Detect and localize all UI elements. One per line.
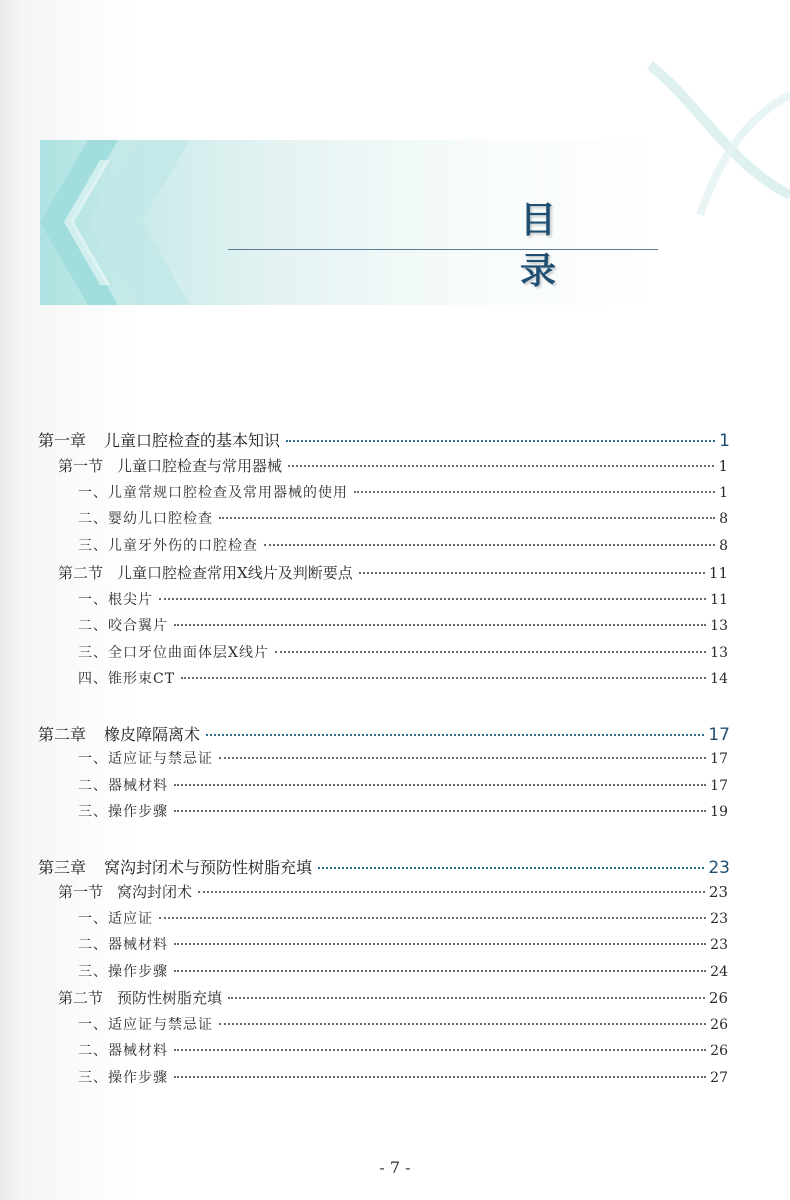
- toc-entry-title: 二、器械材料: [78, 1043, 168, 1059]
- toc-entry-title: 三、儿童牙外伤的口腔检查: [78, 538, 258, 554]
- section-label: 第二节: [58, 564, 104, 582]
- toc-entry-title: 儿童口腔检查常用X线片及判断要点: [117, 564, 353, 582]
- dot-leader: [174, 1076, 706, 1078]
- toc-entry-item[interactable]: [78, 748, 728, 768]
- toc-entry-chapter[interactable]: [38, 855, 730, 878]
- toc-entry-item[interactable]: [78, 1040, 728, 1060]
- toc-page-number: 24: [710, 964, 728, 980]
- dot-leader: [318, 867, 704, 869]
- toc-page-number: 23: [708, 883, 728, 901]
- toc-entry-title: 一、适应证: [78, 911, 153, 927]
- chapter-label: 第三章: [38, 858, 87, 877]
- toc-entry-section[interactable]: [58, 562, 728, 583]
- chapter-label: 第二章: [38, 725, 87, 744]
- toc-entry-item[interactable]: [78, 1067, 728, 1087]
- toc-page-number: 8: [719, 511, 728, 527]
- toc-entry-title: 一、适应证与禁忌证: [78, 1017, 213, 1033]
- toc-entry-title: 三、操作步骤: [78, 1070, 168, 1086]
- dot-leader: [174, 970, 706, 972]
- dot-leader: [174, 624, 706, 626]
- dot-leader: [198, 891, 705, 893]
- dot-leader: [228, 997, 705, 999]
- dot-leader: [219, 1023, 706, 1025]
- toc-page-number: 13: [710, 618, 728, 634]
- toc-entry-item[interactable]: [78, 908, 728, 928]
- toc-page-number: 19: [710, 804, 728, 820]
- toc-entry-title: 二、器械材料: [78, 937, 168, 953]
- toc-page-number: 23: [710, 937, 728, 953]
- toc-entry-item[interactable]: [78, 535, 728, 555]
- toc-entry-title: 儿童口腔检查与常用器械: [117, 457, 283, 475]
- chevron-decoration: [40, 140, 200, 305]
- toc-entry-title: 三、操作步骤: [78, 964, 168, 980]
- toc-page-number: 27: [710, 1070, 728, 1086]
- dot-leader: [286, 440, 715, 442]
- toc-page-number: 13: [710, 645, 728, 661]
- page-number: - 7 -: [379, 1158, 411, 1177]
- toc-page-number: 1: [718, 457, 728, 475]
- swoosh-decoration: [640, 45, 790, 235]
- toc-entry-title: 二、器械材料: [78, 778, 168, 794]
- toc-entry-chapter[interactable]: [38, 428, 730, 451]
- toc-entry-title: 二、婴幼儿口腔检查: [78, 511, 213, 527]
- toc-entry-item[interactable]: [78, 642, 728, 662]
- toc-entry-title: 三、全口牙位曲面体层X线片: [78, 645, 269, 661]
- toc-page-number: 26: [710, 1043, 728, 1059]
- toc-entry-item[interactable]: [78, 482, 728, 502]
- dot-leader: [275, 651, 706, 653]
- section-label: 第二节: [58, 989, 104, 1007]
- toc-page-number: 23: [710, 911, 728, 927]
- toc-entry-title: 窝沟封闭术: [117, 883, 193, 901]
- dot-leader: [181, 677, 706, 679]
- toc-page-number: 14: [710, 671, 728, 687]
- toc-page-number: 23: [708, 858, 730, 878]
- toc-entry-chapter[interactable]: [38, 722, 730, 745]
- dot-leader: [159, 917, 706, 919]
- chapter-label: 第一章: [38, 431, 87, 450]
- toc-entry-title: 预防性树脂充填: [117, 989, 223, 1007]
- section-label: 第一节: [58, 883, 104, 901]
- dot-leader: [174, 784, 706, 786]
- dot-leader: [159, 598, 706, 600]
- dot-leader: [219, 757, 706, 759]
- toc-entry-item[interactable]: [78, 589, 728, 609]
- toc-entry-item[interactable]: [78, 508, 728, 528]
- toc-entry-title: 一、根尖片: [78, 592, 153, 608]
- toc-page-number: 11: [710, 592, 728, 608]
- toc-entry-item[interactable]: [78, 961, 728, 981]
- toc-page-number: 26: [708, 989, 728, 1007]
- toc-entry-title: 二、咬合翼片: [78, 618, 168, 634]
- toc-entry-item[interactable]: [78, 668, 728, 688]
- toc-page-number: 17: [710, 751, 728, 767]
- toc-entry-item[interactable]: [78, 934, 728, 954]
- toc-entry-item[interactable]: [78, 775, 728, 795]
- toc-entry-title: 三、操作步骤: [78, 804, 168, 820]
- dot-leader: [174, 810, 706, 812]
- dot-leader: [359, 572, 705, 574]
- toc-entry-title: 橡皮障隔离术: [104, 725, 201, 744]
- toc-entry-title: 窝沟封闭术与预防性树脂充填: [104, 858, 313, 877]
- toc-page-number: 11: [708, 564, 728, 582]
- toc-entry-section[interactable]: [58, 987, 728, 1008]
- section-label: 第一节: [58, 457, 104, 475]
- toc-page-number: 1: [719, 431, 730, 451]
- toc-entry-section[interactable]: [58, 455, 728, 476]
- toc-entry-section[interactable]: [58, 881, 728, 902]
- toc-page-number: 17: [710, 778, 728, 794]
- toc-entry-item[interactable]: [78, 1014, 728, 1034]
- page-title: 目 录: [520, 200, 583, 292]
- toc-entry-title: 儿童口腔检查的基本知识: [104, 431, 281, 450]
- dot-leader: [219, 517, 715, 519]
- toc-page-number: 8: [719, 538, 728, 554]
- toc-entry-item[interactable]: [78, 801, 728, 821]
- toc-page-number: 17: [708, 725, 730, 745]
- dot-leader: [264, 544, 715, 546]
- dot-leader: [174, 1049, 706, 1051]
- toc-entry-title: 四、锥形束CT: [78, 671, 176, 687]
- toc-page-number: 26: [710, 1017, 728, 1033]
- dot-leader: [288, 465, 714, 467]
- dot-leader: [174, 943, 706, 945]
- dot-leader: [206, 734, 704, 736]
- title-rule: [228, 249, 658, 250]
- toc-entry-item[interactable]: [78, 615, 728, 635]
- dot-leader: [354, 491, 715, 493]
- toc-page-number: 1: [719, 485, 728, 501]
- toc-entry-title: 一、儿童常规口腔检查及常用器械的使用: [78, 485, 348, 501]
- toc-entry-title: 一、适应证与禁忌证: [78, 751, 213, 767]
